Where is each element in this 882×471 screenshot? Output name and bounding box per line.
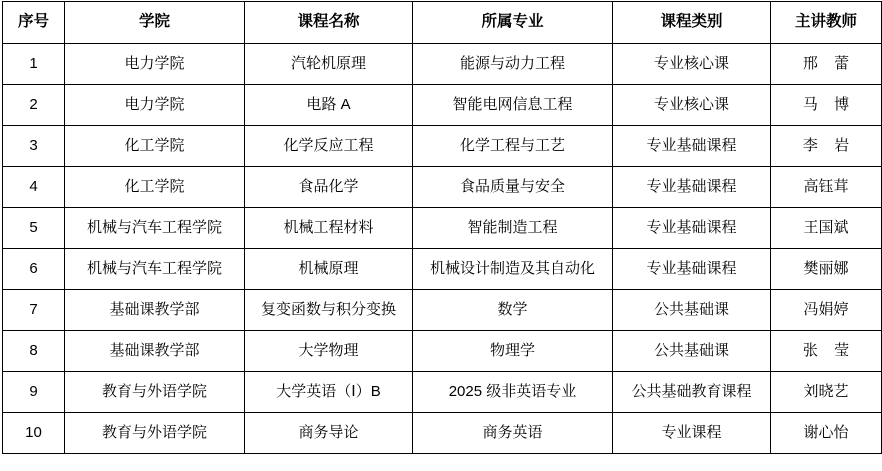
cell-course-name: 机械原理 [245, 249, 413, 290]
cell-college: 化工学院 [65, 167, 245, 208]
column-header-course-name: 课程名称 [245, 2, 413, 44]
cell-teacher: 马 博 [771, 85, 882, 126]
cell-college: 基础课教学部 [65, 290, 245, 331]
cell-course-name: 大学物理 [245, 331, 413, 372]
cell-course-category: 公共基础教育课程 [613, 372, 771, 413]
cell-course-category: 专业核心课 [613, 85, 771, 126]
cell-college: 教育与外语学院 [65, 372, 245, 413]
table-row [3, 85, 882, 126]
column-header-major: 所属专业 [413, 2, 613, 44]
cell-teacher: 樊丽娜 [771, 249, 882, 290]
cell-course-category: 专业基础课程 [613, 167, 771, 208]
cell-index: 6 [3, 249, 65, 290]
cell-course-name: 机械工程材料 [245, 208, 413, 249]
cell-major: 数学 [413, 290, 613, 331]
cell-major: 化学工程与工艺 [413, 126, 613, 167]
table-row [3, 167, 882, 208]
table-row [3, 44, 882, 85]
cell-major: 智能制造工程 [413, 208, 613, 249]
cell-course-category: 专业基础课程 [613, 208, 771, 249]
cell-major: 2025 级非英语专业 [413, 372, 613, 413]
cell-course-category: 专业核心课 [613, 44, 771, 85]
table-header-row [3, 2, 882, 44]
cell-college: 电力学院 [65, 44, 245, 85]
cell-index: 8 [3, 331, 65, 372]
cell-major: 商务英语 [413, 413, 613, 454]
column-header-college: 学院 [65, 2, 245, 44]
table-row [3, 126, 882, 167]
cell-course-category: 专业基础课程 [613, 126, 771, 167]
cell-index: 4 [3, 167, 65, 208]
cell-teacher: 冯娟婷 [771, 290, 882, 331]
table-body [3, 44, 882, 454]
cell-index: 3 [3, 126, 65, 167]
cell-course-name: 食品化学 [245, 167, 413, 208]
cell-course-name: 复变函数与积分变换 [245, 290, 413, 331]
course-table [2, 1, 882, 454]
table-row [3, 413, 882, 454]
cell-college: 教育与外语学院 [65, 413, 245, 454]
cell-major: 机械设计制造及其自动化 [413, 249, 613, 290]
table-row [3, 249, 882, 290]
cell-teacher: 张 莹 [771, 331, 882, 372]
cell-college: 基础课教学部 [65, 331, 245, 372]
cell-course-category: 公共基础课 [613, 290, 771, 331]
cell-teacher: 邢 蕾 [771, 44, 882, 85]
cell-teacher: 刘晓艺 [771, 372, 882, 413]
cell-college: 电力学院 [65, 85, 245, 126]
cell-index: 2 [3, 85, 65, 126]
cell-major: 能源与动力工程 [413, 44, 613, 85]
cell-teacher: 李 岩 [771, 126, 882, 167]
column-header-teacher: 主讲教师 [771, 2, 882, 44]
cell-major: 物理学 [413, 331, 613, 372]
course-table-container [0, 1, 882, 471]
cell-teacher: 谢心怡 [771, 413, 882, 454]
cell-index: 1 [3, 44, 65, 85]
cell-course-category: 专业基础课程 [613, 249, 771, 290]
cell-major: 智能电网信息工程 [413, 85, 613, 126]
cell-college: 机械与汽车工程学院 [65, 249, 245, 290]
column-header-index: 序号 [3, 2, 65, 44]
cell-college: 机械与汽车工程学院 [65, 208, 245, 249]
cell-course-category: 公共基础课 [613, 331, 771, 372]
cell-course-name: 商务导论 [245, 413, 413, 454]
table-row [3, 208, 882, 249]
cell-course-name: 电路 A [245, 85, 413, 126]
cell-index: 10 [3, 413, 65, 454]
cell-teacher: 高钰茸 [771, 167, 882, 208]
cell-index: 9 [3, 372, 65, 413]
cell-course-name: 化学反应工程 [245, 126, 413, 167]
table-row [3, 372, 882, 413]
table-row [3, 331, 882, 372]
cell-index: 7 [3, 290, 65, 331]
table-row [3, 290, 882, 331]
cell-course-category: 专业课程 [613, 413, 771, 454]
cell-course-name: 汽轮机原理 [245, 44, 413, 85]
cell-college: 化工学院 [65, 126, 245, 167]
cell-teacher: 王国斌 [771, 208, 882, 249]
cell-index: 5 [3, 208, 65, 249]
cell-course-name: 大学英语（Ⅰ）B [245, 372, 413, 413]
column-header-course-category: 课程类别 [613, 2, 771, 44]
cell-major: 食品质量与安全 [413, 167, 613, 208]
